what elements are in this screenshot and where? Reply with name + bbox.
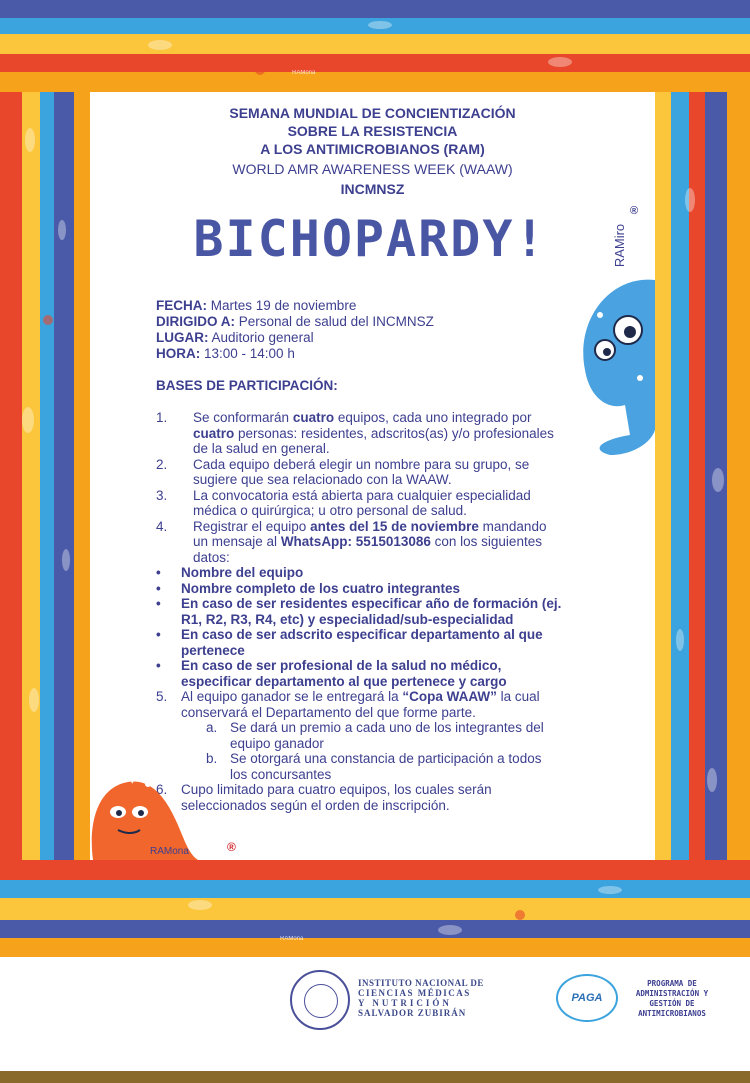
list-item: • En caso de ser profesional de la salud no médico, especificar departamento al que pertenece y cargo xyxy=(156,658,507,689)
header-line-3: A LOS ANTIMICROBIANOS (RAM) xyxy=(260,141,485,157)
bases-title: BASES DE PARTICIPACIÓN: xyxy=(156,378,338,393)
footer xyxy=(0,957,750,1083)
list-item: 3. La convocatoria está abierta para cualquier especialidad médica o quirúrgica; u otro personal de salud. xyxy=(156,487,531,518)
incmnsz-name: INSTITUTO NACIONAL DE CIENCIAS MÉDICAS Y NUTRICIÓN SALVADOR ZUBIRÁN xyxy=(358,978,484,1018)
rules-list xyxy=(156,410,596,813)
list-item: 4. Registrar el equipo antes del 15 de noviembre mandando un mensaje al WhatsApp: 5515013086 con los siguientes datos: xyxy=(156,518,547,565)
info-dirigido: DIRIGIDO A: Personal de salud del INCMNSZ xyxy=(156,314,434,329)
list-item: 2. Cada equipo deberá elegir un nombre para su grupo, se sugiere que sea relacionado con la WAAW. xyxy=(156,456,530,487)
ramiro-registered: ® xyxy=(630,205,639,217)
ramiro-label xyxy=(612,210,650,290)
info-fecha: FECHA: Martes 19 de noviembre xyxy=(156,298,357,313)
paga-name: PROGRAMA DE ADMINISTRACIÓN Y GESTIÓN DE ANTIMICROBIANOS xyxy=(635,979,709,1018)
list-item: • Nombre del equipo xyxy=(156,565,304,580)
list-item: • En caso de ser adscrito especificar departamento al que pertenece xyxy=(156,627,543,658)
ramona-name: RAMona xyxy=(150,846,189,857)
info-lugar: LUGAR: Auditorio general xyxy=(156,330,314,345)
watermark-top: RAMona xyxy=(292,70,316,76)
list-item: 1. Se conformarán cuatro equipos, cada uno integrado por cuatro personas: residentes, adscritos(as) y/o profesionales de la salud en general. xyxy=(156,410,554,456)
paga-logo: PAGA xyxy=(556,974,618,1022)
event-info xyxy=(156,298,434,362)
list-item: 6. Cupo limitado para cuatro equipos, los cuales serán seleccionados según el orden de inscripción. xyxy=(156,782,492,813)
incmnsz-seal-logo xyxy=(290,970,350,1030)
title xyxy=(160,205,580,273)
list-item: • Nombre completo de los cuatro integrantes xyxy=(156,580,461,596)
header-line-2: SOBRE LA RESISTENCIA xyxy=(287,123,458,139)
list-item: a. Se dará un premio a cada uno de los integrantes del equipo ganador xyxy=(206,720,544,751)
header-line-5: INCMNSZ xyxy=(340,181,405,197)
ramiro-name: RAMiro xyxy=(612,223,628,268)
info-hora: HORA: 13:00 - 14:00 h xyxy=(156,346,295,361)
list-item: b. Se otorgará una constancia de participación a todos los concursantes xyxy=(206,751,542,782)
list-item: • En caso de ser residentes especificar año de formación (ej. R1, R2, R3, R4, etc) y especialidad/sub-especialidad xyxy=(156,596,562,627)
bottom-bar xyxy=(0,1071,750,1083)
title-text: BICHOPARDY! xyxy=(193,210,547,268)
header-line-1: SEMANA MUNDIAL DE CONCIENTIZACIÓN xyxy=(229,105,516,121)
header-line-4: WORLD AMR AWARENESS WEEK (WAAW) xyxy=(232,161,513,177)
watermark-bottom: RAMona xyxy=(280,936,304,942)
list-item: 5. Al equipo ganador se le entregará la “Copa WAAW” la cual conservará el Departamento del que forme parte. xyxy=(156,689,540,720)
ramona-registered: ® xyxy=(227,840,236,854)
